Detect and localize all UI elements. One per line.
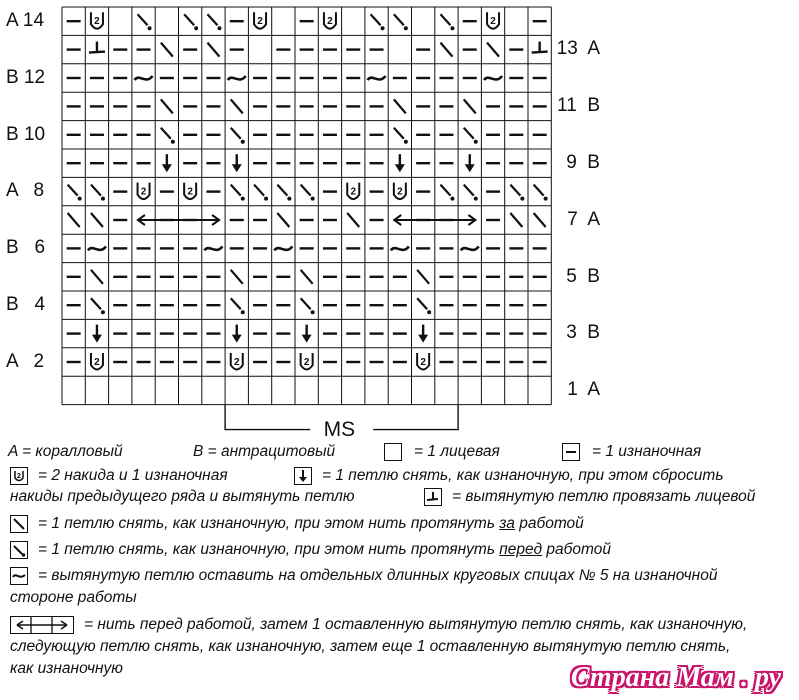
slip-front-mark bbox=[534, 185, 544, 196]
slip-back-mark bbox=[510, 213, 522, 227]
double-yo-symbol-icon bbox=[10, 467, 28, 485]
slip-front-mark bbox=[231, 185, 241, 196]
row-label-right: 3 B bbox=[566, 322, 600, 344]
legend-color-b: B = антрацитовый bbox=[193, 443, 336, 460]
slip-drop-arrow bbox=[465, 164, 475, 172]
hold-stitch-symbol-icon bbox=[10, 567, 28, 585]
row-label-left: B 10 bbox=[6, 123, 46, 145]
slip-front-dot bbox=[311, 310, 315, 314]
double-yo-digit: 2 bbox=[350, 186, 357, 198]
slip-front-mark bbox=[417, 298, 427, 309]
slip-front-dot bbox=[241, 197, 245, 201]
slip-front-mark bbox=[231, 298, 241, 309]
double-yo-digit: 2 bbox=[233, 357, 240, 368]
double-yo-digit: 2 bbox=[94, 16, 100, 28]
hold-stitch-mark bbox=[368, 76, 386, 80]
slip-back-mark bbox=[161, 99, 173, 113]
double-yo-digit: 2 bbox=[420, 357, 426, 368]
slip-back-mark bbox=[161, 43, 173, 57]
hold-stitch-mark bbox=[461, 246, 479, 250]
hold-stitch-mark bbox=[88, 246, 106, 250]
slip-back-mark bbox=[464, 99, 476, 113]
row-label-right: 5 B bbox=[566, 265, 600, 287]
row-label-right: 9 B bbox=[566, 152, 600, 173]
slip-drop-symbol-icon bbox=[294, 467, 312, 485]
slip-front-dot bbox=[241, 140, 245, 144]
slip-front-dot bbox=[241, 310, 245, 314]
slip-drop-arrow bbox=[418, 335, 428, 343]
slip-front-dot bbox=[101, 310, 105, 314]
double-yo-digit: 2 bbox=[94, 357, 100, 368]
slip-front-dot bbox=[311, 197, 315, 201]
knit-elongated-base bbox=[532, 52, 548, 53]
slip-front-mark bbox=[254, 185, 264, 196]
legend-slip-front: = 1 петлю снять, как изнаночную, при этом нить протянуть перед работой bbox=[38, 541, 611, 558]
slip-back-mark bbox=[91, 270, 103, 284]
hold-stitch-mark bbox=[228, 76, 246, 80]
slip-back-mark bbox=[91, 213, 103, 227]
slip-front-mark bbox=[184, 14, 194, 25]
legend-color-a: A = коралловый bbox=[8, 443, 123, 460]
knit-elongated-symbol-icon bbox=[424, 488, 442, 506]
double-yo-digit: 2 bbox=[490, 16, 496, 28]
knit-symbol-icon bbox=[384, 443, 402, 461]
ms-bracket-right bbox=[373, 405, 458, 430]
hold-stitch-mark bbox=[204, 246, 222, 250]
slip-back-mark bbox=[347, 213, 359, 227]
slip-back-mark bbox=[301, 270, 313, 284]
slip-front-mark bbox=[510, 185, 520, 196]
slip-front-dot bbox=[474, 140, 478, 144]
knit-elongated-base bbox=[89, 52, 105, 53]
slip-front-mark bbox=[231, 128, 241, 139]
slip-front-dot bbox=[148, 26, 152, 30]
legend-slip-back: = 1 петлю снять, как изнаночную, при этом нить протянуть за работой bbox=[38, 515, 584, 532]
slip-front-dot bbox=[217, 26, 221, 30]
purl-symbol-icon bbox=[562, 443, 580, 461]
slip-front-mark bbox=[394, 14, 404, 25]
slip-front-dot bbox=[520, 197, 524, 201]
row-label-left: B 6 bbox=[6, 237, 46, 259]
slip-front-dot bbox=[450, 26, 454, 30]
slip-drop-arrow bbox=[232, 164, 242, 172]
row-label-right: 1 A bbox=[567, 379, 600, 401]
legend-cross-3: как изнаночную bbox=[10, 660, 123, 677]
ms-label: MS bbox=[323, 417, 356, 441]
legend-cross-1: = нить перед работой, затем 1 оставленную вытянутую петлю снять, как изнаночную, bbox=[84, 616, 748, 633]
slip-back-mark bbox=[534, 213, 546, 227]
legend-purl: = 1 изнаночная bbox=[592, 443, 702, 460]
slip-front-symbol-icon bbox=[10, 541, 28, 559]
slip-front-mark bbox=[394, 128, 404, 139]
row-label-left: A 2 bbox=[6, 350, 45, 372]
slip-front-mark bbox=[207, 14, 217, 25]
legend-hold-1: = вытянутую петлю оставить на отдельных длинных круговых спицах № 5 на изнаночной bbox=[38, 567, 718, 584]
slip-front-dot bbox=[101, 197, 105, 201]
cross-symbol-icon bbox=[10, 616, 74, 634]
legend-knit-elongated: = вытянутую петлю провязать лицевой bbox=[452, 488, 756, 505]
slip-back-mark bbox=[487, 43, 499, 57]
svg-text:2: 2 bbox=[17, 473, 21, 480]
slip-front-mark bbox=[277, 185, 287, 196]
slip-front-mark bbox=[301, 298, 311, 309]
slip-front-dot bbox=[427, 310, 431, 314]
slip-front-dot bbox=[474, 197, 478, 201]
slip-front-mark bbox=[464, 185, 474, 196]
row-label-right: 7 A bbox=[567, 208, 600, 230]
slip-front-mark bbox=[371, 14, 381, 25]
slip-back-mark bbox=[231, 99, 243, 113]
slip-front-dot bbox=[287, 197, 291, 201]
double-yo-digit: 2 bbox=[187, 186, 193, 198]
slip-drop-arrow bbox=[395, 164, 405, 172]
slip-front-mark bbox=[301, 185, 311, 196]
legend-slip-drop-1: = 1 петлю снять, как изнаночную, при этом сбросить bbox=[322, 467, 724, 484]
double-yo-digit: 2 bbox=[303, 357, 310, 368]
hold-stitch-mark bbox=[391, 246, 409, 250]
slip-drop-arrow bbox=[162, 164, 172, 172]
double-yo-digit: 2 bbox=[257, 16, 263, 28]
slip-front-mark bbox=[440, 185, 450, 196]
slip-front-dot bbox=[171, 140, 175, 144]
ms-bracket-left bbox=[225, 405, 310, 430]
slip-front-mark bbox=[91, 185, 101, 196]
slip-front-dot bbox=[450, 197, 454, 201]
slip-front-mark bbox=[91, 298, 101, 309]
hold-stitch-mark bbox=[484, 76, 502, 80]
slip-front-dot bbox=[544, 197, 548, 201]
slip-back-mark bbox=[417, 270, 429, 284]
watermark-logo: Страна Мам . ру bbox=[570, 662, 781, 693]
slip-drop-arrow bbox=[232, 335, 242, 343]
slip-back-mark bbox=[207, 43, 219, 57]
hold-stitch-mark bbox=[274, 246, 292, 250]
legend-cross-2: следующую петлю снять, как изнаночную, затем еще 1 оставленную вытянутую петлю снять, bbox=[10, 638, 731, 655]
double-yo-digit: 2 bbox=[397, 186, 403, 198]
slip-back-mark bbox=[277, 213, 289, 227]
slip-front-dot bbox=[78, 197, 82, 201]
legend-double-yo: = 2 накида и 1 изнаночная bbox=[38, 467, 228, 484]
slip-front-mark bbox=[440, 14, 450, 25]
slip-back-symbol-icon bbox=[10, 515, 28, 533]
legend-knit: = 1 лицевая bbox=[414, 443, 500, 460]
slip-front-mark bbox=[68, 185, 78, 196]
slip-back-mark bbox=[440, 43, 452, 57]
hold-stitch-mark bbox=[135, 76, 153, 80]
slip-back-mark bbox=[68, 213, 80, 227]
slip-back-mark bbox=[394, 99, 406, 113]
legend-slip-drop-2: накиды предыдущего ряда и вытянуть петлю bbox=[10, 488, 355, 505]
slip-drop-arrow bbox=[92, 335, 102, 343]
row-label-right: 11 B bbox=[557, 95, 600, 117]
slip-front-mark bbox=[464, 128, 474, 139]
row-label-left: A 8 bbox=[6, 180, 45, 202]
double-yo-digit: 2 bbox=[327, 16, 333, 28]
row-label-left: B 12 bbox=[6, 66, 46, 88]
row-label-left: B 4 bbox=[6, 294, 46, 315]
slip-front-dot bbox=[264, 197, 268, 201]
legend-hold-2: стороне работы bbox=[10, 589, 137, 606]
slip-front-dot bbox=[381, 26, 385, 30]
slip-front-dot bbox=[404, 26, 408, 30]
row-label-left: A 14 bbox=[6, 10, 45, 31]
slip-front-dot bbox=[404, 140, 408, 144]
row-label-right: 13 A bbox=[556, 38, 600, 60]
slip-front-dot bbox=[194, 26, 198, 30]
slip-front-mark bbox=[161, 128, 171, 139]
double-yo-digit: 2 bbox=[140, 186, 147, 198]
slip-drop-arrow bbox=[302, 335, 312, 343]
slip-front-mark bbox=[138, 14, 148, 25]
slip-back-mark bbox=[231, 270, 243, 284]
